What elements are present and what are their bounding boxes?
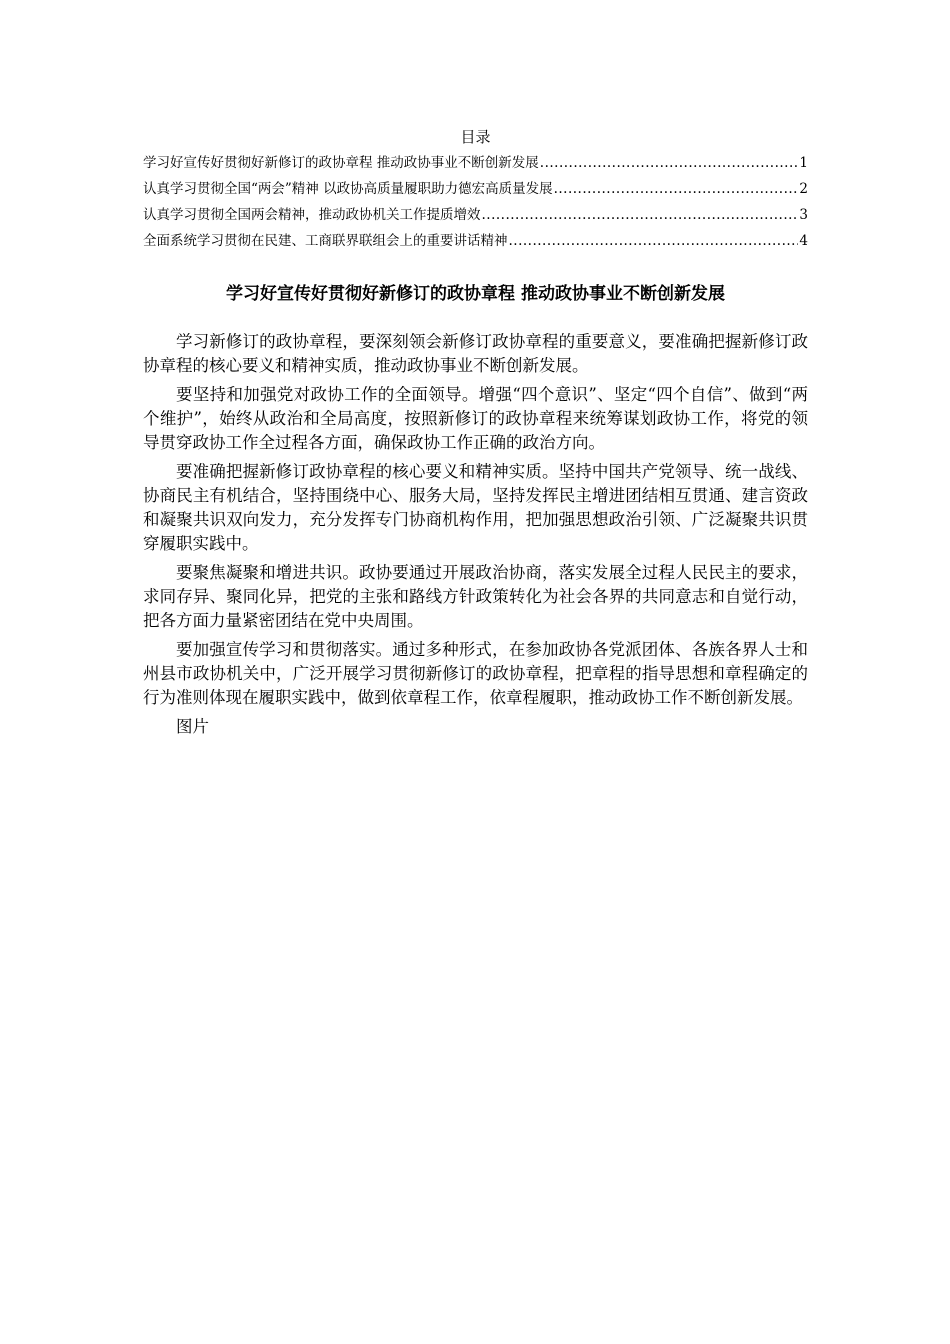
toc-entry-text: 认真学习贯彻全国“两会”精神 以政协高质量履职助力德宏高质量发展: [143, 181, 553, 197]
toc-page-number: 3: [799, 207, 808, 223]
body-paragraph: 要加强宣传学习和贯彻落实。通过多种形式，在参加政协各党派团体、各族各界人士和州县市政协机关中，广泛开展学习贯彻新修订的政协章程，把章程的指导思想和章程确定的行为准则体现在履职实践中，做到依章程工作，依章程履职，推动政协工作不断创新发展。: [143, 640, 808, 707]
toc-entry-1[interactable]: [143, 150, 808, 176]
article-title: 学习好宣传好贯彻好新修订的政协章程 推动政协事业不断创新发展: [226, 284, 725, 304]
toc-leader-dots: [482, 202, 799, 228]
toc-entry-text: 认真学习贯彻全国两会精神，推动政协机关工作提质增效: [143, 207, 481, 223]
toc-leader-dots: [509, 228, 799, 254]
toc-entry-3[interactable]: [143, 202, 808, 228]
toc-leader-dots: [540, 150, 799, 176]
document-page: [143, 126, 808, 739]
body-paragraph: 学习新修订的政协章程，要深刻领会新修订政协章程的重要意义，要准确把握新修订政协章程的核心要义和精神实质，推动政协事业不断创新发展。: [143, 332, 808, 375]
body-paragraph: 要聚焦凝聚和增进共识。政协要通过开展政治协商，落实发展全过程人民民主的要求，求同存异、聚同化异，把党的主张和路线方针政策转化为社会各界的共同意志和自觉行动，把各方面力量紧密团结在党中央周围。: [143, 563, 808, 630]
table-of-contents: [143, 150, 808, 254]
toc-entry-4[interactable]: [143, 228, 808, 254]
body-paragraph: 要坚持和加强党对政协工作的全面领导。增强“四个意识”、坚定“四个自信”、做到“两个维护”，始终从政治和全局高度，按照新修订的政协章程来统筹谋划政协工作，将党的领导贯穿政协工作全过程各方面，确保政协工作正确的政治方向。: [143, 385, 808, 452]
image-placeholder-text: 图片: [176, 717, 209, 736]
toc-leader-dots: [554, 176, 799, 202]
toc-entry-text: 全面系统学习贯彻在民建、工商联界联组会上的重要讲话精神: [143, 233, 508, 249]
toc-title: 目录: [460, 128, 491, 146]
toc-entry-2[interactable]: [143, 176, 808, 202]
toc-page-number: 1: [799, 155, 808, 171]
toc-page-number: 4: [799, 233, 808, 249]
toc-page-number: 2: [799, 181, 808, 197]
toc-entry-text: 学习好宣传好贯彻好新修订的政协章程 推动政协事业不断创新发展: [143, 155, 539, 171]
body-paragraph: 要准确把握新修订政协章程的核心要义和精神实质。坚持中国共产党领导、统一战线、协商民主有机结合，坚持围绕中心、服务大局，坚持发挥民主增进团结相互贯通、建言资政和凝聚共识双向发力，充分发挥专门协商机构作用，把加强思想政治引领、广泛凝聚共识贯穿履职实践中。: [143, 462, 808, 553]
